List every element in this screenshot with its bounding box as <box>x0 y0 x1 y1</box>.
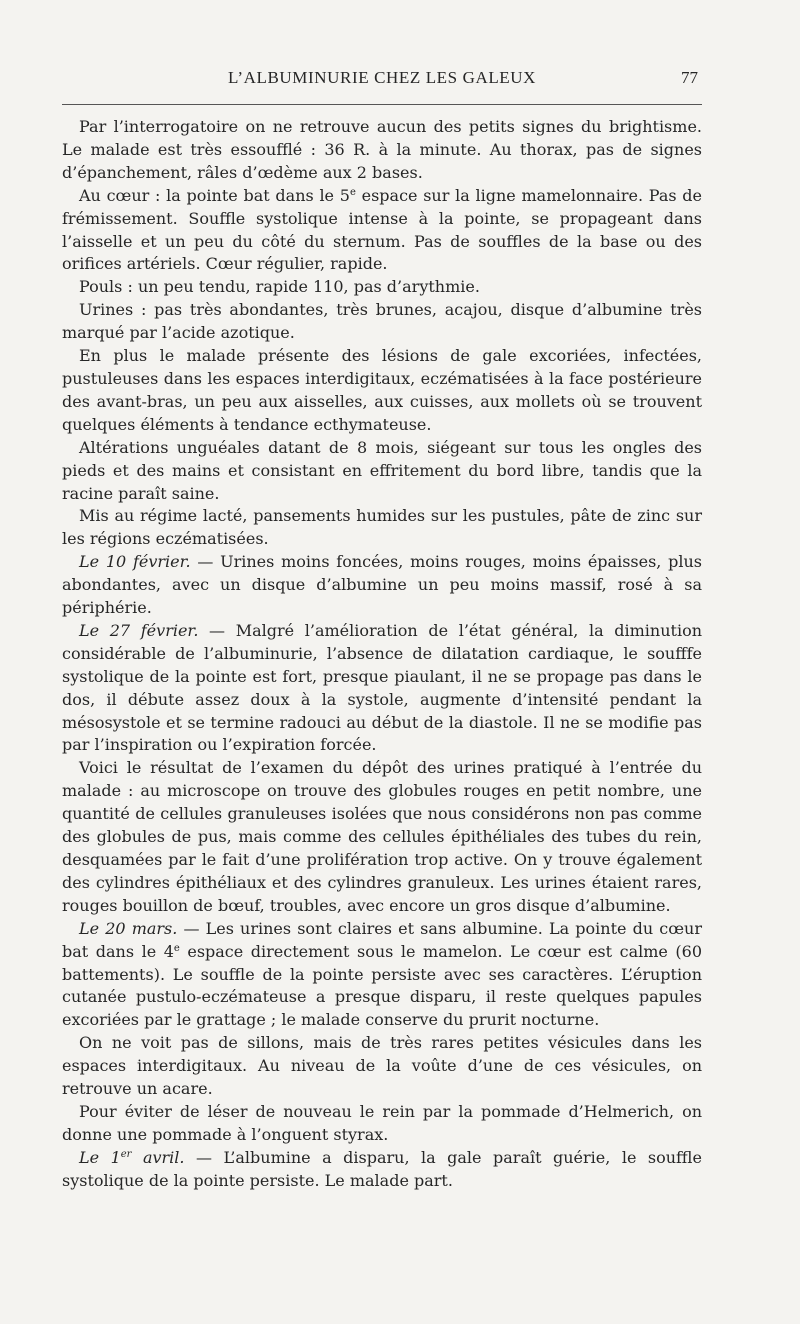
paragraph: En plus le malade présente des lésions de gale excoriées, infectées, pustuleuses dans les espaces interdigitaux, eczématisées à la face postérieure des avant-bras, un peu aux aisselles, aux cuisses, aux mollets où se trouvent quelques éléments à tendance ecthymateuse. <box>62 346 702 434</box>
paragraph: Le 27 février. — Malgré l’amélioration de l’état général, la diminution considérable de l’albuminurie, l’absence de dilatation cardiaque, le soufffe systolique de la pointe est fort, presque piaulant, il ne se propage pas dans le dos, il débute assez doux à la systole, augmente d’intensité pendant la mésosystole et se termine radouci au début de la diastole. Il ne se modifie pas par l’inspiration ou l’expiration forcée. <box>62 620 703 755</box>
header-rule <box>62 104 702 105</box>
paragraph: Le 20 mars. — Les urines sont claires et sans albumine. La pointe du cœur bat dans le 4e espace directement sous le mamelon. Le cœur est calme (60 battements). Le souffle de la pointe persiste avec ses caractères. L’éruption cutanée pustulo-eczémateuse a presque disparu, il reste quelques papules excoriées par le grattage ; le malade conserve du prurit nocturne. <box>62 918 703 1030</box>
paragraph: Altérations unguéales datant de 8 mois, siégeant sur tous les ongles des pieds et des mains et consistant en effritement du bord libre, tandis que la racine paraît saine. <box>62 437 702 503</box>
paragraph: Mis au régime lacté, pansements humides sur les pustules, pâte de zinc sur les régions eczématisées. <box>62 506 702 549</box>
paragraph: On ne voit pas de sillons, mais de très rares petites vésicules dans les espaces interdigitaux. Au niveau de la voûte d’une de ces vésicules, on retrouve un acare. <box>62 1033 702 1099</box>
entry-date: Le 20 mars. <box>79 918 178 938</box>
entry-date: Le 10 février. <box>79 552 191 572</box>
paragraph: Le 1er avril. — L’albumine a disparu, la gale paraît guérie, le souffle systolique de la pointe persiste. Le malade part. <box>62 1147 703 1190</box>
paragraph: Urines : pas très abondantes, très brunes, acajou, disque d’albumine très marqué par l’acide azotique. <box>62 300 702 343</box>
body-text <box>62 116 702 1193</box>
paragraph: Par l’interrogatoire on ne retrouve aucun des petits signes du brightisme. Le malade est très essoufflé : 36 R. à la minute. Au thorax, pas de signes d’épanchement, râles d’œdème aux 2 bases. <box>62 117 702 182</box>
paragraph: Pouls : un peu tendu, rapide 110, pas d’arythmie. <box>79 277 480 297</box>
page-number: 77 <box>681 68 698 87</box>
paragraph: Voici le résultat de l’examen du dépôt des urines pratiqué à l’entrée du malade : au microscope on trouve des globules rouges en petit nombre, une quantité de cellules granuleuses isolées que nous considérons non pas comme des globules de pus, mais comme des cellules épithéliales des tubes du rein, desquamées par le fait d’une prolifération trop active. On y trouve également des cylindres épithéliaux et des cylindres granuleux. Les urines étaient rares, rouges bouillon de bœuf, troubles, avec encore un gros disque d’albumine. <box>62 758 702 915</box>
paragraph: Au cœur : la pointe bat dans le 5e espace sur la ligne mamelonnaire. Pas de frémissement. Souffle systolique intense à la pointe, se propageant dans l’aisselle et un peu du côté du sternum. Pas de souffles de la base ou des orifices artériels. Cœur régulier, rapide. <box>62 185 703 274</box>
entry-date: Le 27 février. <box>79 620 199 640</box>
paragraph: Pour éviter de léser de nouveau le rein par la pommade d’Helmerich, on donne une pommade à l’onguent styrax. <box>62 1101 702 1144</box>
running-title: L’ALBUMINURIE CHEZ LES GALEUX <box>227 68 537 87</box>
entry-date: Le 1er avril. <box>79 1147 185 1167</box>
paragraph: Le 10 février. — Urines moins foncées, moins rouges, moins épaisses, plus abondantes, avec un disque d’albumine un peu moins massif, rosé à sa périphérie. <box>62 552 703 618</box>
page-header <box>62 68 702 98</box>
